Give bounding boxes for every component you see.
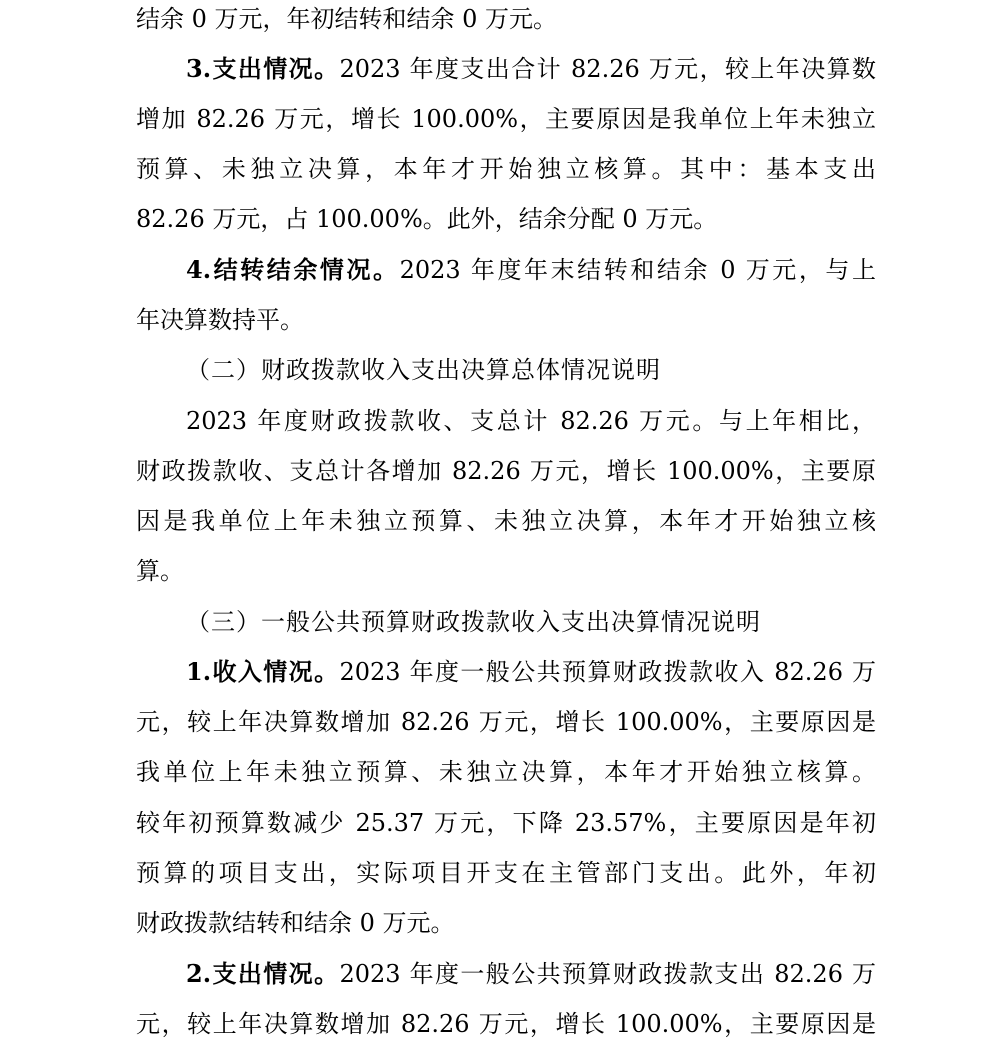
paragraph-line: 82.26 万元，占 100.00%。此外，结余分配 0 万元。: [136, 205, 718, 233]
subsection-heading: （三）一般公共预算财政拨款收入支出决算情况说明: [186, 608, 761, 636]
paragraph-line: 预算、未独立决算，本年才开始独立核算。其中：基本支出: [136, 155, 876, 183]
subsection-heading: （二）财政拨款收入支出决算总体情况说明: [186, 356, 661, 384]
paragraph-line: [186, 656, 876, 688]
paragraph-line: 较年初预算数减少 25.37 万元，下降 23.57%，主要原因是年初: [136, 809, 876, 837]
section-label: 1.收入情况。: [186, 657, 340, 686]
paragraph-line: 我单位上年未独立预算、未独立决算，本年才开始独立核算。: [136, 758, 876, 786]
paragraph-line: [186, 254, 876, 286]
paragraph-text: 2023 年度支出合计 82.26 万元，较上年决算数: [339, 55, 877, 83]
section-label: 3.支出情况。: [186, 54, 340, 83]
paragraph-line: 元，较上年决算数增加 82.26 万元，增长 100.00%，主要原因是: [136, 1010, 876, 1038]
paragraph-text: 2023 年度一般公共预算财政拨款支出 82.26 万: [339, 960, 877, 988]
section-label: 2.支出情况。: [186, 959, 340, 988]
paragraph-line: [186, 53, 876, 85]
paragraph-line: 增加 82.26 万元，增长 100.00%，主要原因是我单位上年未独立: [136, 105, 876, 133]
paragraph-line: 财政拨款结转和结余 0 万元。: [136, 909, 455, 937]
section-label: 4.结转结余情况。: [186, 255, 400, 284]
paragraph-line: 预算的项目支出，实际项目开支在主管部门支出。此外，年初: [136, 859, 876, 887]
paragraph-line: 2023 年度财政拨款收、支总计 82.26 万元。与上年相比，: [186, 407, 876, 435]
paragraph-line: [186, 958, 876, 990]
paragraph-text: 2023 年度一般公共预算财政拨款收入 82.26 万: [339, 658, 877, 686]
paragraph-line: 年决算数持平。: [136, 306, 304, 334]
paragraph-line: 因是我单位上年未独立预算、未独立决算，本年才开始独立核: [136, 507, 876, 535]
paragraph-line: 结余 0 万元，年初结转和结余 0 万元。: [136, 5, 558, 33]
paragraph-line: 元，较上年决算数增加 82.26 万元，增长 100.00%，主要原因是: [136, 708, 876, 736]
paragraph-line: 算。: [136, 557, 184, 585]
paragraph-line: 财政拨款收、支总计各增加 82.26 万元，增长 100.00%，主要原: [136, 457, 876, 485]
paragraph-text: 2023 年度年末结转和结余 0 万元，与上: [399, 256, 876, 284]
